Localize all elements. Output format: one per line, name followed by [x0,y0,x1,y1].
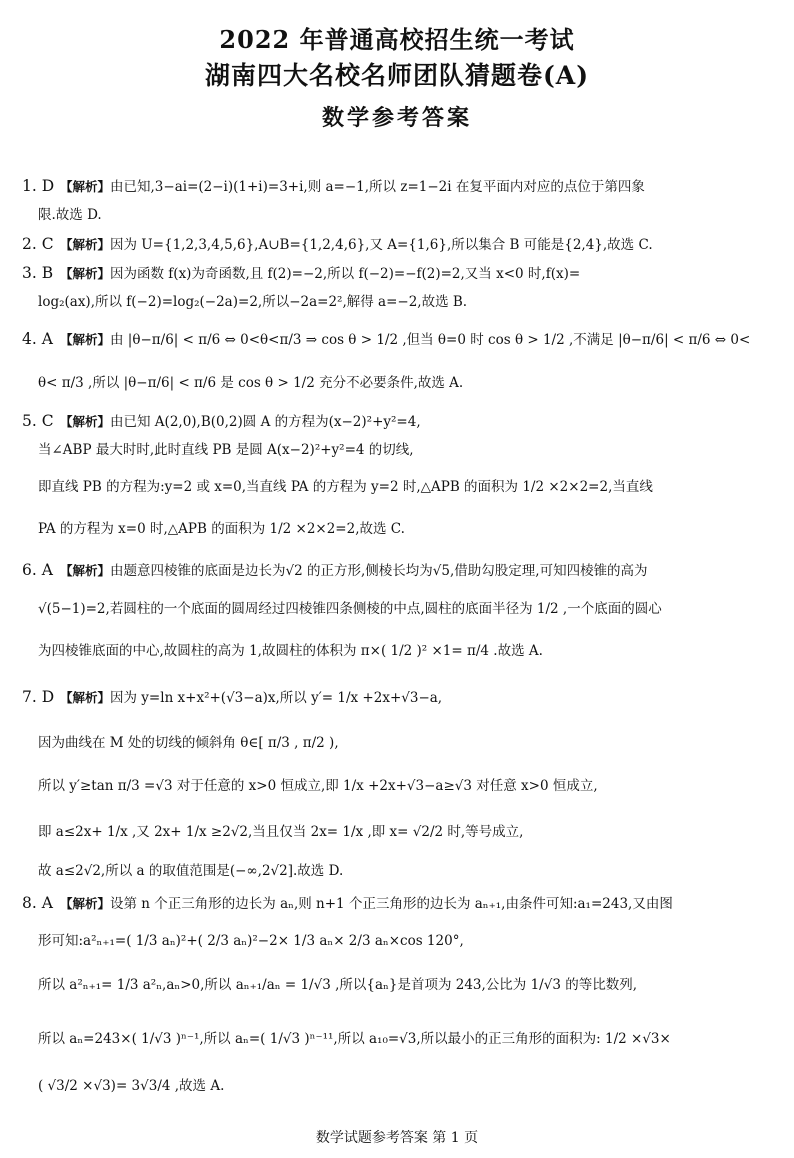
analysis-tag: 【解析】 [60,690,111,705]
answer-number: 8. A [22,894,53,912]
answer-text: 由已知 A(2,0),B(0,2)圆 A 的方程为(x−2)²+y²=4, [110,414,421,430]
question-7-cont-1: 因为曲线在 M 处的切线的倾斜角 θ∈[ π/3 , π/2 ), [38,735,339,751]
analysis-tag: 【解析】 [60,237,111,252]
page-footer: 数学试题参考答案 第 1 页 [315,1130,479,1146]
analysis-tag: 【解析】 [60,563,111,578]
answer-text: 因为函数 f(x)为奇函数,且 f(2)=−2,所以 f(−2)=−f(2)=2,又当 x<0 时,f(x)= [110,266,581,282]
analysis-tag: 【解析】 [60,414,111,429]
question-3 [22,264,782,283]
answer-text: 由已知,3−ai=(2−i)(1+i)=3+i,则 a=−1,所以 z=1−2i 在复平面内对应的点位于第四象 [110,179,645,195]
analysis-tag: 【解析】 [60,266,111,281]
question-1-cont: 限.故选 D. [38,207,102,223]
exam-title: 2022 年普通高校招生统一考试 [219,25,575,54]
paper-title: 湖南四大名校名师团队猜题卷(A) [204,61,590,90]
question-6-cont-2: 为四棱锥底面的中心,故圆柱的高为 1,故圆柱的体积为 π×( 1/2 )² ×1= π/4 .故选 A. [38,643,543,659]
question-5-cont-3: PA 的方程为 x=0 时,△APB 的面积为 1/2 ×2×2=2,故选 C. [38,521,405,537]
question-8-cont-1: 形可知:a²ₙ₊₁=( 1/3 aₙ)²+( 2/3 aₙ)²−2× 1/3 aₙ× 2/3 aₙ×cos 120°, [38,933,464,949]
question-3-cont: log₂(ax),所以 f(−2)=log₂(−2a)=2,所以−2a=2²,解得 a=−2,故选 B. [38,294,468,310]
question-4-cont: θ< π/3 ,所以 |θ−π/6| < π/6 是 cos θ > 1/2 充分不必要条件,故选 A. [38,375,464,391]
question-5-cont-1: 当∠ABP 最大时时,此时直线 PB 是圆 A(x−2)²+y²=4 的切线, [38,442,414,458]
answer-text: 因为 U={1,2,3,4,5,6},A∪B={1,2,4,6},又 A={1,6},所以集合 B 可能是{2,4},故选 C. [110,237,653,253]
answer-number: 2. C [22,235,54,253]
question-1 [22,177,782,196]
question-8 [22,894,782,913]
answer-number: 1. D [22,177,55,195]
question-6 [22,561,782,580]
answer-number: 3. B [22,264,54,282]
answer-number: 5. C [22,412,54,430]
answer-number: 4. A [22,330,53,348]
answer-text: 由 |θ−π/6| < π/6 ⇔ 0<θ<π/3 ⇒ cos θ > 1/2 ,但当 θ=0 时 cos θ > 1/2 ,不满足 |θ−π/6| < π/6 ⇔ 0< [110,332,751,348]
answer-text: 设第 n 个正三角形的边长为 aₙ,则 n+1 个正三角形的边长为 aₙ₊₁,由条件可知:a₁=243,又由图 [110,896,673,912]
answer-number: 6. A [22,561,53,579]
question-8-cont-3: 所以 aₙ=243×( 1/√3 )ⁿ⁻¹,所以 aₙ=( 1/√3 )ⁿ⁻¹¹,所以 a₁₀=√3,所以最小的正三角形的面积为: 1/2 ×√3× [38,1031,671,1047]
question-5 [22,412,782,431]
question-2 [22,235,782,254]
analysis-tag: 【解析】 [60,896,111,911]
answer-heading: 数学参考答案 [321,105,472,131]
analysis-tag: 【解析】 [60,179,111,194]
question-5-cont-2: 即直线 PB 的方程为:y=2 或 x=0,当直线 PA 的方程为 y=2 时,△APB 的面积为 1/2 ×2×2=2,当直线 [38,479,653,495]
question-4 [22,330,782,349]
answer-number: 7. D [22,688,55,706]
answer-text: 由题意四棱锥的底面是边长为√2 的正方形,侧棱长均为√5,借助勾股定理,可知四棱锥的高为 [110,563,648,579]
question-8-cont-2: 所以 a²ₙ₊₁= 1/3 a²ₙ,aₙ>0,所以 aₙ₊₁/aₙ = 1/√3 ,所以{aₙ}是首项为 243,公比为 1/√3 的等比数列, [38,977,638,993]
question-6-cont-1: √(5−1)=2,若圆柱的一个底面的圆周经过四棱锥四条侧棱的中点,圆柱的底面半径为 1/2 ,一个底面的圆心 [38,601,662,617]
answer-text: 因为 y=ln x+x²+(√3−a)x,所以 y′= 1/x +2x+√3−a, [110,690,443,706]
question-7-cont-3: 即 a≤2x+ 1/x ,又 2x+ 1/x ≥2√2,当且仅当 2x= 1/x ,即 x= √2/2 时,等号成立, [38,824,524,840]
question-7-cont-4: 故 a≤2√2,所以 a 的取值范围是(−∞,2√2].故选 D. [38,863,344,879]
question-7 [22,688,782,707]
analysis-tag: 【解析】 [60,332,111,347]
question-8-cont-4: ( √3/2 ×√3)= 3√3/4 ,故选 A. [38,1078,225,1094]
question-7-cont-2: 所以 y′≥tan π/3 =√3 对于任意的 x>0 恒成立,即 1/x +2x+√3−a≥√3 对任意 x>0 恒成立, [38,778,598,794]
